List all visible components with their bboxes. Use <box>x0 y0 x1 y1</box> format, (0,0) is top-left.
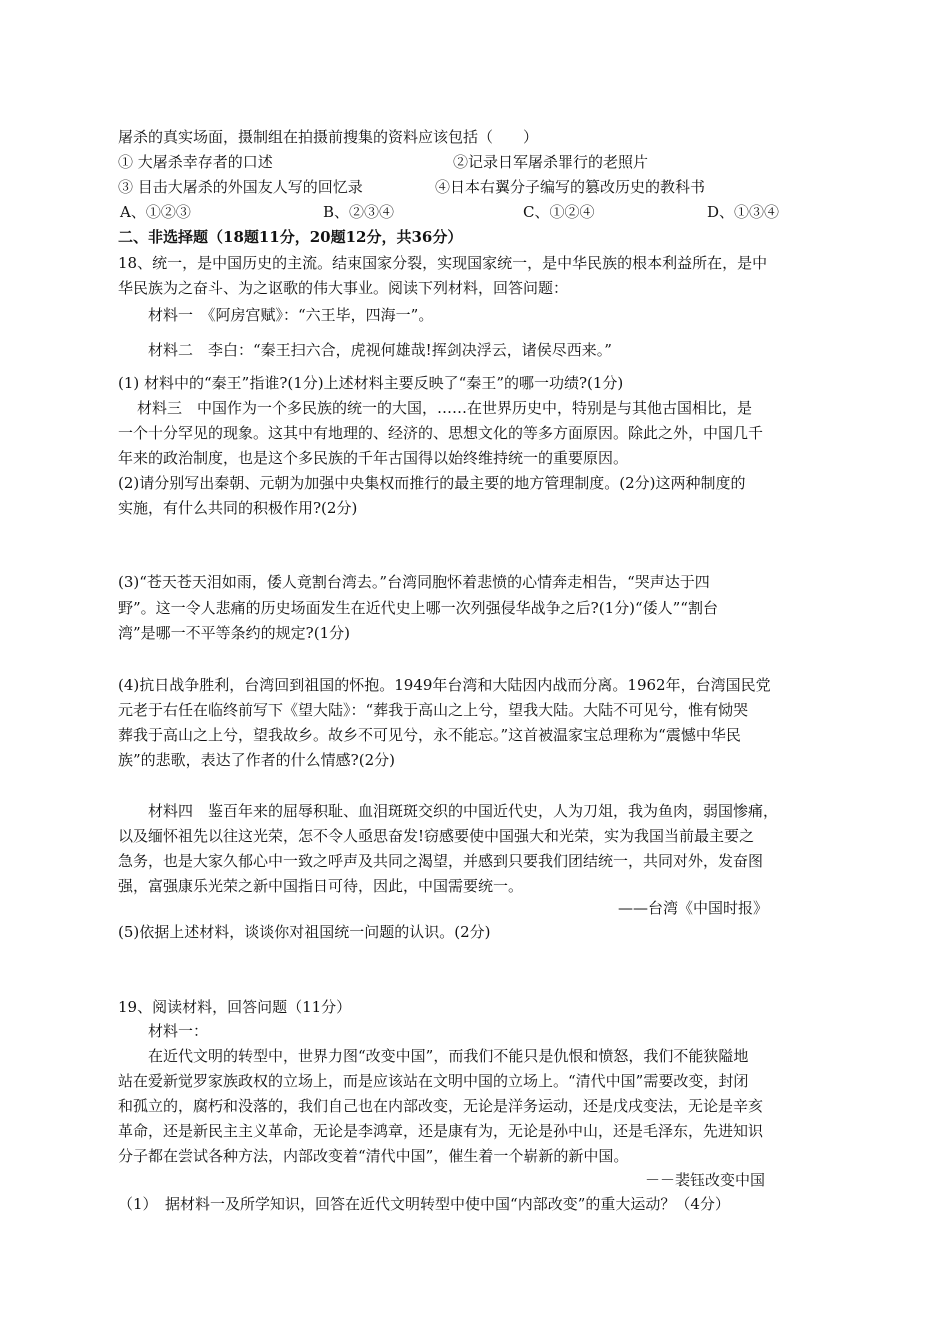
q18-question-2-line-2: 实施，有什么共同的积极作用?(2分) <box>118 499 358 517</box>
q19-material-1-line-5: 分子都在尝试各种方法，内部改变着“清代中国”，催生着一个崭新的新中国。 <box>118 1147 629 1165</box>
q18-question-3-line-3: 湾”是哪一不平等条约的规定?(1分) <box>118 624 350 642</box>
q19-material-1-line-1: 在近代文明的转型中，世界力图“改变中国”，而我们不能只是仇恨和愤怒，我们不能狭隘地 <box>148 1047 749 1065</box>
q18-question-1: (1) 材料中的“秦王”指谁?(1分)上述材料主要反映了“秦王”的哪一功绩?(1分) <box>118 374 624 392</box>
section-heading: 二、非选择题（18题11分，20题12分，共36分） <box>118 228 463 246</box>
q18-material-3-line-3: 年来的政治制度，也是这个多民族的千年古国得以始终维持统一的重要原因。 <box>118 449 629 467</box>
q18-question-5: (5)依据上述材料，谈谈你对祖国统一问题的认识。(2分) <box>118 923 491 941</box>
q17-option-c: C、①②④ <box>523 203 595 221</box>
q18-material-1: 材料一 《阿房宫赋》：“六王毕，四海一”。 <box>148 306 434 324</box>
q17-option-a: A、①②③ <box>120 203 191 221</box>
q18-material-4-line-4: 强，富强康乐光荣之新中国指日可待，因此，中国需要统一。 <box>118 877 524 895</box>
q18-question-2-line-1: (2)请分别写出秦朝、元朝为加强中央集权而推行的最主要的地方管理制度。(2分)这两种制度的 <box>118 474 746 492</box>
q17-stem: 屠杀的真实场面，摄制组在拍摄前搜集的资料应该包括（ ） <box>118 128 539 146</box>
q19-material-1-line-2: 站在爱新觉罗家族政权的立场上，而是应该站在文明中国的立场上。“清代中国”需要改变，封闭 <box>118 1072 749 1090</box>
q18-question-4-line-2: 元老于右任在临终前写下《望大陆》：“葬我于高山之上兮，望我大陆。大陆不可见兮，惟有恸哭 <box>118 701 749 719</box>
q18-intro-line-1: 18、统一，是中国历史的主流。结束国家分裂，实现国家统一，是中华民族的根本利益所在，是中 <box>118 254 768 272</box>
q17-item-4: ④日本右翼分子编写的篡改历史的教科书 <box>435 178 706 196</box>
q19-material-1-source: －－裴钰改变中国 <box>645 1171 766 1189</box>
q18-material-4-source: ——台湾《中国时报》 <box>618 899 769 917</box>
q19-material-1-label: 材料一： <box>148 1022 209 1040</box>
q18-material-4-line-2: 以及缅怀祖先以往这光荣，怎不令人亟思奋发!窃感要使中国强大和光荣，实为我国当前最主要之 <box>118 827 755 845</box>
q18-question-4-line-1: (4)抗日战争胜利，台湾回到祖国的怀抱。1949年台湾和大陆因内战而分离。1962年，台湾国民党 <box>118 676 771 694</box>
q18-material-4-line-1: 材料四 鉴百年来的屈辱积耻、血泪斑斑交织的中国近代史，人为刀俎，我为鱼肉，弱国惨痛， <box>148 802 779 820</box>
q17-item-2: ②记录日军屠杀罪行的老照片 <box>453 153 649 171</box>
q17-option-b: B、②③④ <box>323 203 395 221</box>
q17-option-d: D、①③④ <box>707 203 780 221</box>
q17-item-1: ① 大屠杀幸存者的口述 <box>118 153 273 171</box>
q18-material-3-line-1: 材料三 中国作为一个多民族的统一的大国，……在世界历史中，特别是与其他古国相比，是 <box>137 399 753 417</box>
q18-question-3-line-2: 野”。这一令人悲痛的历史场面发生在近代史上哪一次列强侵华战争之后?(1分)“倭人”“割台 <box>118 599 718 617</box>
q18-material-3-line-2: 一个十分罕见的现象。这其中有地理的、经济的、思想文化的等多方面原因。除此之外，中国几千 <box>118 424 764 442</box>
q19-question-1: （1） 据材料一及所学知识，回答在近代文明转型中使中国“内部改变”的重大运动？（4分） <box>118 1195 730 1213</box>
q19-material-1-line-3: 和孤立的，腐朽和没落的，我们自己也在内部改变，无论是洋务运动，还是戊戌变法，无论是辛亥 <box>118 1097 764 1115</box>
q17-item-3: ③ 目击大屠杀的外国友人写的回忆录 <box>118 178 363 196</box>
q18-material-2: 材料二 李白：“秦王扫六合，虎视何雄哉!挥剑决浮云，诸侯尽西来。” <box>148 341 612 359</box>
q18-question-3-line-1: (3)“苍天苍天泪如雨，倭人竟割台湾去。”台湾同胞怀着悲愤的心情奔走相告，“哭声达于四 <box>118 573 710 591</box>
q18-material-4-line-3: 急务，也是大家久郁心中一致之呼声及共同之渴望，并感到只要我们团结统一，共同对外，发奋图 <box>118 852 764 870</box>
q19-material-1-line-4: 革命，还是新民主主义革命，无论是李鸿章，还是康有为，无论是孙中山，还是毛泽东，先进知识 <box>118 1122 764 1140</box>
q19-intro: 19、阅读材料，回答问题（11分） <box>118 998 352 1016</box>
q18-question-4-line-4: 族”的悲歌，表达了作者的什么情感?(2分) <box>118 751 395 769</box>
q18-question-4-line-3: 葬我于高山之上兮，望我故乡。故乡不可见兮，永不能忘。”这首被温家宝总理称为“震憾中华民 <box>118 726 741 744</box>
q18-intro-line-2: 华民族为之奋斗、为之讴歌的伟大事业。阅读下列材料，回答问题： <box>118 279 569 297</box>
